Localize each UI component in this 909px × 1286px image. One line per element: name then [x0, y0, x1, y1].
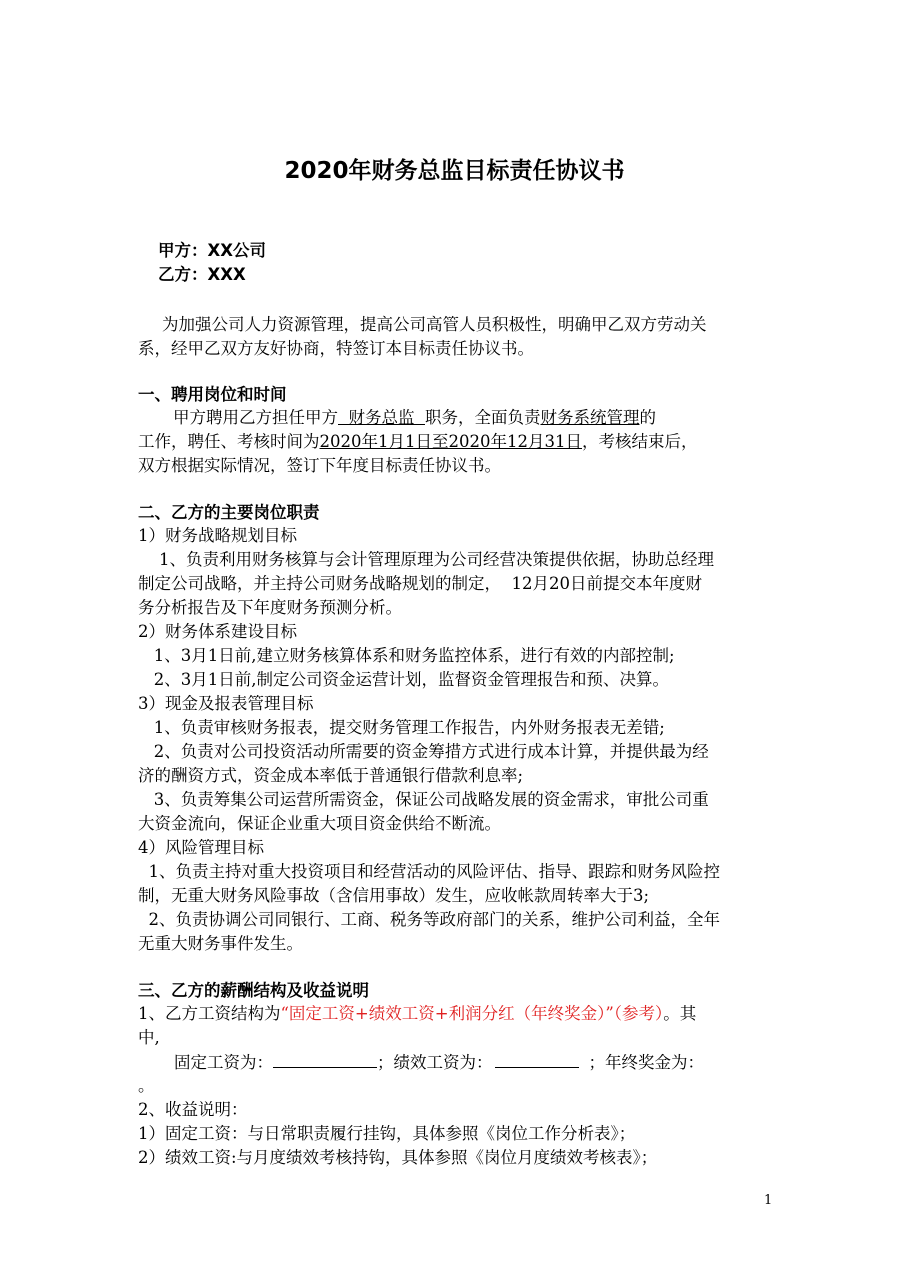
intro-line: 为加强公司人力资源管理，提高公司高管人员积极性，明确甲乙双方劳动关: [162, 315, 707, 334]
section-2-line: 4）风险管理目标: [138, 838, 264, 857]
salary-blanks-line: [174, 1051, 704, 1074]
section-2-line: 2）财务体系建设目标: [138, 622, 297, 641]
intro-line: 系，经甲乙双方友好协商，特签订本目标责任协议书。: [138, 339, 534, 358]
year-end-bonus-label: ；年终奖金为：: [588, 1053, 704, 1072]
section-2-line: 1、负责主持对重大投资项目和经营活动的风险评估、指导、跟踪和财务风险控: [138, 862, 720, 881]
section-2-line: 1、负责利用财务核算与会计管理原理为公司经营决策提供依据，协助总经理: [138, 550, 714, 569]
section-2-line: 2、3月1日前,制定公司资金运营计划，监督资金管理报告和预、决算。: [138, 670, 669, 689]
text-span: 工作，聘任、考核时间为: [138, 432, 320, 451]
period-value: 2020年1月1日至2020年12月31日: [319, 432, 582, 451]
income-heading: 2、收益说明：: [138, 1100, 248, 1119]
performance-salary-label: ；绩效工资为：: [377, 1053, 493, 1072]
section-2-line: 制，无重大财务风险事故（含信用事故）发生，应收帐款周转率大于3;: [138, 886, 650, 905]
salary-structure-line: [138, 1003, 696, 1025]
text-span: ，考核结束后，: [581, 432, 698, 451]
section-2-line: 制定公司战略，并主持公司财务战略规划的制定， 12月20日前提交本年度财: [138, 574, 702, 593]
section-2-line: 2、负责协调公司同银行、工商、税务等政府部门的关系，维护公司利益，全年: [138, 910, 720, 929]
text-span: 。其: [663, 1004, 697, 1023]
income-line: 1）固定工资：与日常职责履行挂钩，具体参照《岗位工作分析表》；: [138, 1124, 636, 1143]
page-number: 1: [764, 1193, 773, 1208]
section-2-line: 务分析报告及下年度财务预测分析。: [138, 598, 402, 617]
section-3-heading: 三、乙方的薪酬结构及收益说明: [138, 981, 369, 1000]
section-2-line: 1、3月1日前,建立财务核算体系和财务监控体系，进行有效的内部控制;: [138, 646, 675, 665]
salary-blanks-end: 。: [138, 1076, 155, 1095]
section-2-line: 3）现金及报表管理目标: [138, 694, 314, 713]
section-2-line: 2、负责对公司投资活动所需要的资金筹措方式进行成本计算，并提供最为经: [138, 742, 709, 761]
text-span: 职务，全面负责: [424, 408, 541, 427]
document-title: 2020年财务总监目标责任协议书: [284, 158, 625, 184]
text-span: 1、乙方工资结构为: [138, 1004, 281, 1023]
section-2-line: 济的酬资方式，资金成本率低于普通银行借款利息率;: [138, 766, 524, 785]
section-1-paragraph-line: [138, 431, 697, 453]
section-2-line: 1）财务战略规划目标: [138, 526, 297, 545]
section-1-heading: 一、聘用岗位和时间: [138, 385, 287, 404]
salary-structure-line: 中,: [138, 1028, 160, 1047]
section-2-heading: 二、乙方的主要岗位职责: [138, 503, 320, 522]
performance-salary-blank[interactable]: [495, 1051, 579, 1068]
party-b: 乙方：XXX: [158, 265, 246, 284]
fixed-salary-blank[interactable]: [273, 1051, 377, 1068]
section-2-line: 3、负责筹集公司运营所需资金，保证公司战略发展的资金需求，审批公司重: [138, 790, 709, 809]
section-2-line: 1、负责审核财务报表，提交财务管理工作报告，内外财务报表无差错;: [138, 718, 665, 737]
section-2-line: 无重大财务事件发生。: [138, 934, 303, 953]
text-span: 甲方聘用乙方担任甲方: [173, 408, 338, 427]
salary-structure-formula: “固定工资+绩效工资+利润分红（年终奖金）”（参考）: [280, 1004, 664, 1023]
section-1-paragraph-line: [173, 407, 656, 429]
text-span: 的: [639, 408, 656, 427]
fixed-salary-label: 固定工资为：: [174, 1053, 273, 1072]
position-value: 财务总监: [338, 408, 425, 427]
section-2-line: 大资金流向，保证企业重大项目资金供给不断流。: [138, 814, 501, 833]
party-a: 甲方：XX公司: [158, 241, 266, 260]
scope-value: 财务系统管理: [540, 408, 640, 427]
section-1-paragraph-line: 双方根据实际情况，签订下年度目标责任协议书。: [138, 456, 501, 475]
income-line: 2）绩效工资:与月度绩效考核持钩，具体参照《岗位月度绩效考核表》；: [138, 1148, 658, 1167]
